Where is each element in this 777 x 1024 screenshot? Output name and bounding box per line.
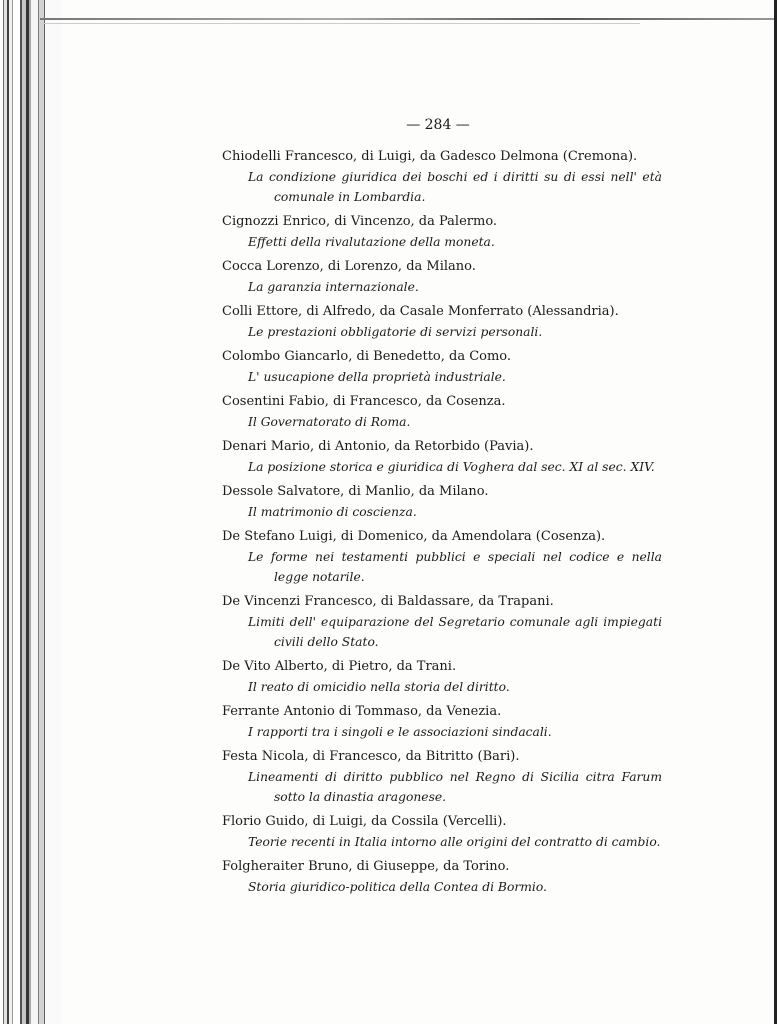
author-name: Festa Nicola, di Francesco, da Bitritto (Bari). [222,749,520,764]
author-name: Colombo Giancarlo, di Benedetto, da Como. [222,349,512,364]
author-name: Denari Mario, di Antonio, da Retorbido (Pavia). [222,439,534,454]
thesis-title: La garanzia internazionale. [248,280,419,294]
page-number: — 284 — [406,117,470,133]
author-name: Cignozzi Enrico, di Vincenzo, da Palermo. [222,214,498,229]
list-item [222,592,662,652]
list-item [222,702,662,742]
author-name: Florio Guido, di Luigi, da Cossila (Vercelli). [222,814,507,829]
thesis-title: Le prestazioni obbligatorie di servizi personali. [248,325,543,339]
list-item [222,747,662,807]
thesis-title: Il matrimonio di coscienza. [248,505,417,519]
author-name: Cosentini Fabio, di Francesco, da Cosenza. [222,394,506,409]
thesis-title: Il Governatorato di Roma. [248,415,411,429]
author-name: De Vincenzi Francesco, di Baldassare, da Trapani. [222,594,554,609]
thesis-title: Teorie recenti in Italia intorno alle origini del contratto di cambio. [248,835,661,849]
thesis-title: I rapporti tra i singoli e le associazioni sindacali. [248,725,552,739]
book-binding-edge [0,0,62,1024]
thesis-title: La condizione giuridica dei boschi ed i diritti su di essi nell' età comunale in Lombardia. [248,170,662,204]
thesis-title: Il reato di omicidio nella storia del diritto. [248,680,510,694]
thesis-title: L' usucapione della proprietà industriale. [248,370,506,384]
list-item [222,147,662,207]
list-item [222,212,662,252]
author-name: Folgheraiter Bruno, di Giuseppe, da Torino. [222,859,510,874]
list-item [222,302,662,342]
list-item [222,347,662,387]
thesis-list [222,147,662,902]
thesis-title: Lineamenti di diritto pubblico nel Regno di Sicilia citra Farum sotto la dinastia aragonese. [248,770,662,804]
top-border-line [40,18,777,20]
list-item [222,527,662,587]
author-name: De Stefano Luigi, di Domenico, da Amendolara (Cosenza). [222,529,606,544]
list-item [222,392,662,432]
thesis-title: Effetti della rivalutazione della moneta. [248,235,495,249]
thesis-title: Le forme nei testamenti pubblici e speciali nel codice e nella legge notarile. [248,550,662,584]
thesis-title: La posizione storica e giuridica di Voghera dal sec. XI al sec. XIV. [248,460,655,474]
list-item [222,812,662,852]
author-name: De Vito Alberto, di Pietro, da Trani. [222,659,457,674]
list-item [222,657,662,697]
top-border-line-secondary [40,23,640,24]
thesis-title: Limiti dell' equiparazione del Segretario comunale agli impiegati civili dello Stato. [248,615,662,649]
list-item [222,437,662,477]
list-item [222,257,662,297]
author-name: Ferrante Antonio di Tommaso, da Venezia. [222,704,502,719]
list-item [222,857,662,897]
author-name: Cocca Lorenzo, di Lorenzo, da Milano. [222,259,476,274]
thesis-title: Storia giuridico-politica della Contea di Bormio. [248,880,547,894]
list-item [222,482,662,522]
author-name: Colli Ettore, di Alfredo, da Casale Monferrato (Alessandria). [222,304,619,319]
author-name: Dessole Salvatore, di Manlio, da Milano. [222,484,489,499]
author-name: Chiodelli Francesco, di Luigi, da Gadesco Delmona (Cremona). [222,149,638,164]
